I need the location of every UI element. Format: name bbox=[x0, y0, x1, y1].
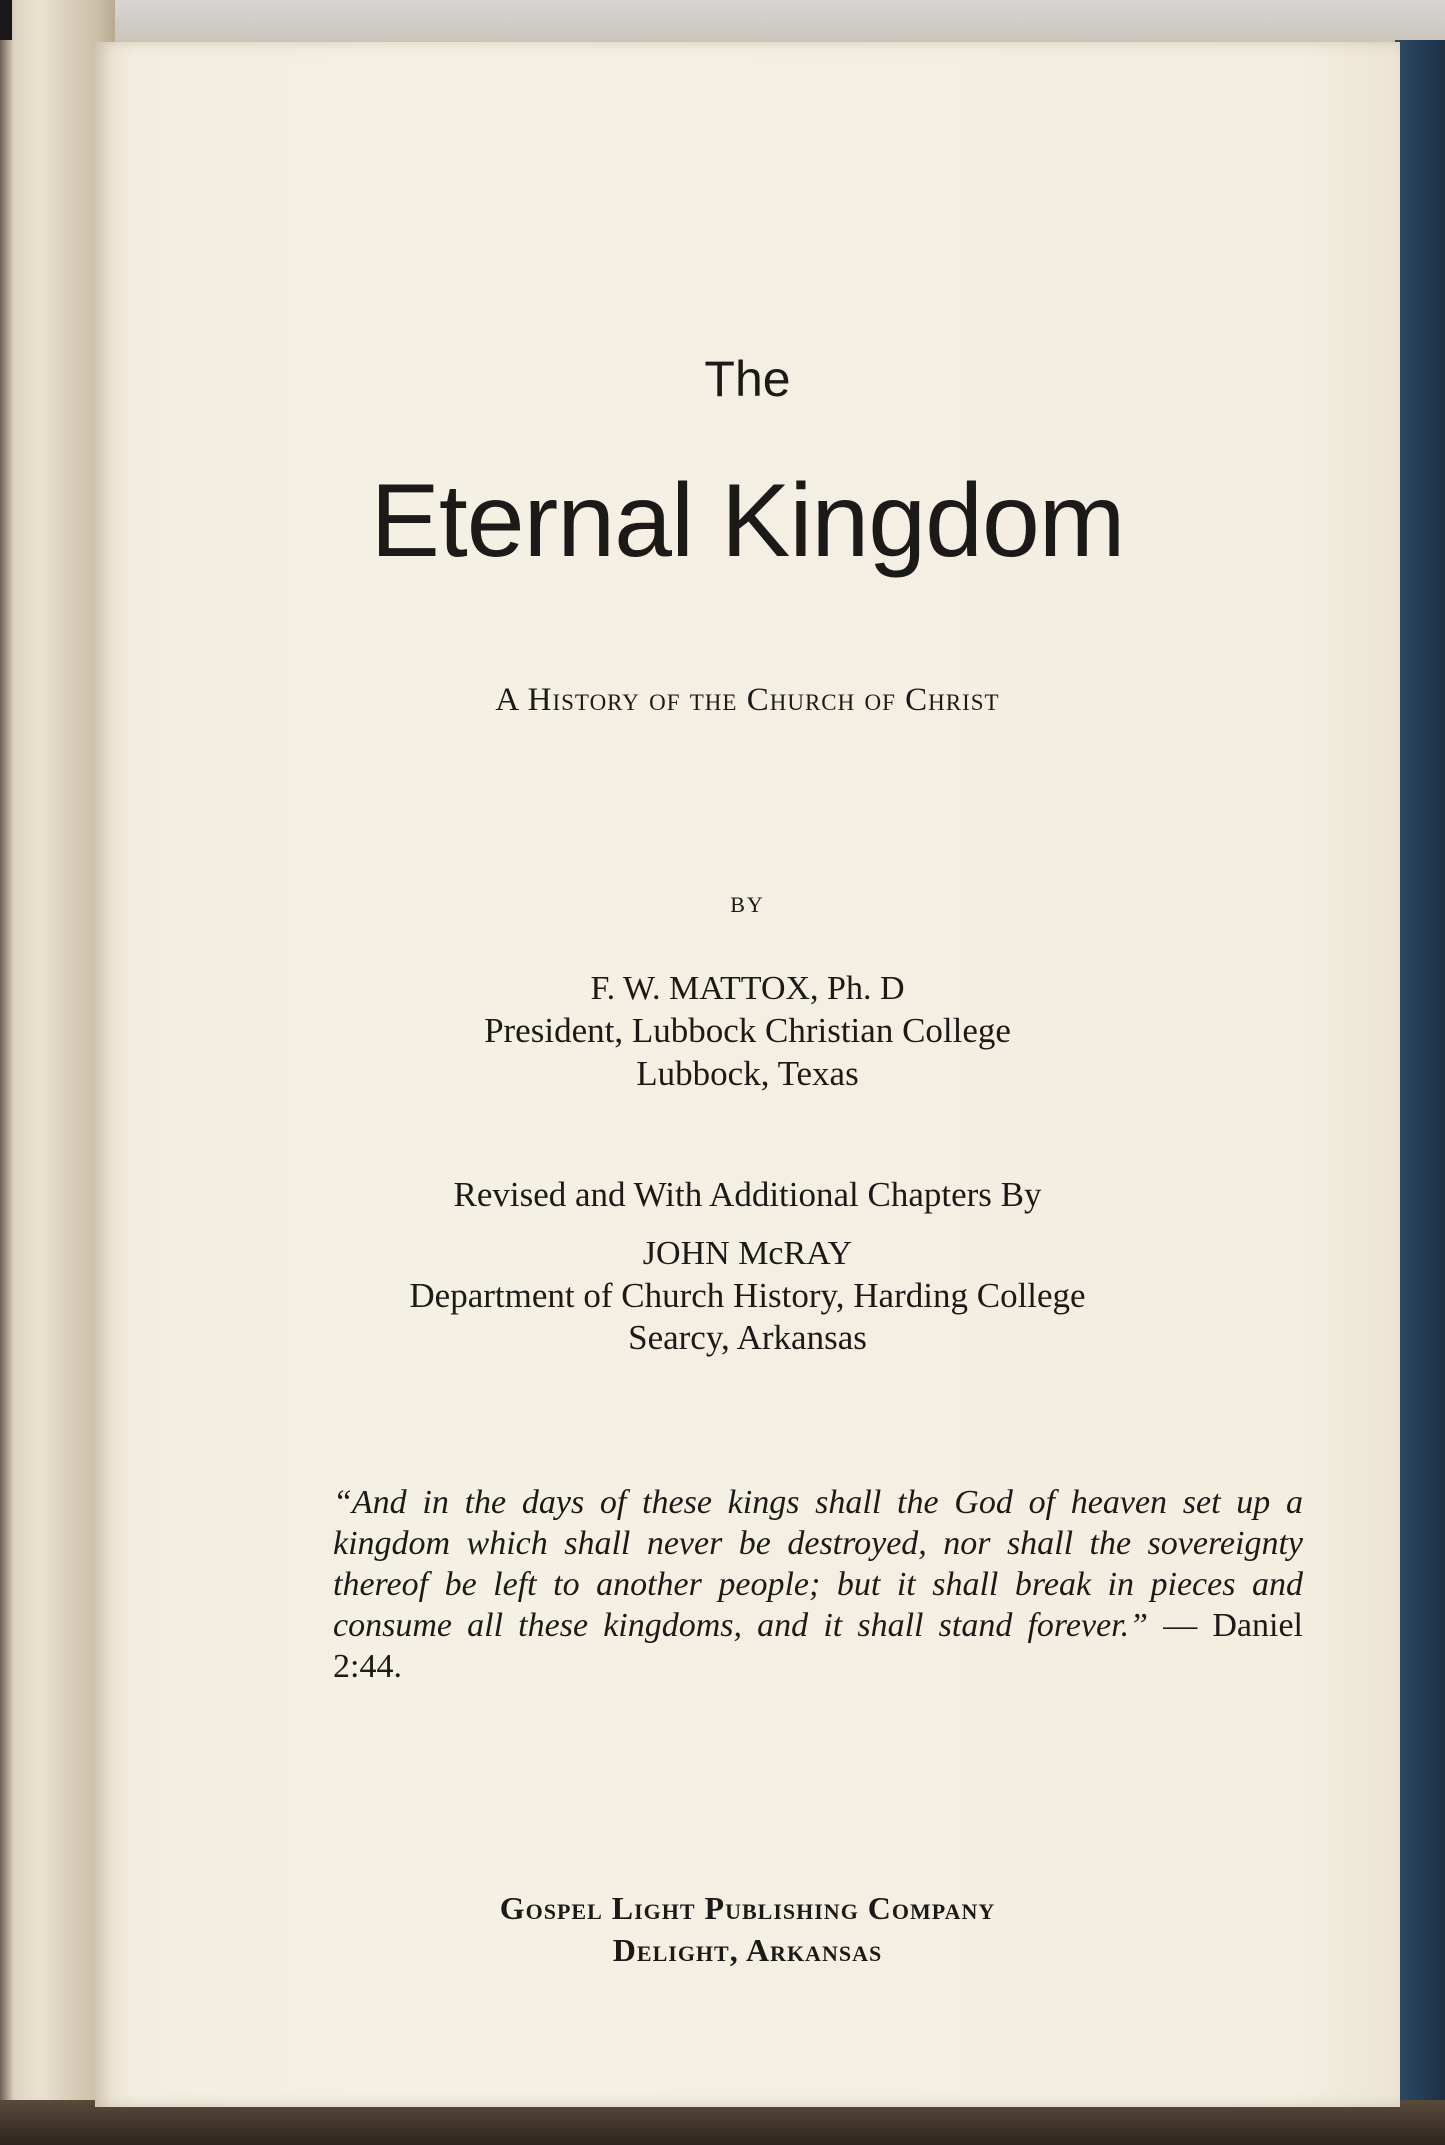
publisher-name: Gospel Light Publishing Company bbox=[499, 1890, 996, 1926]
background-top bbox=[0, 0, 1445, 45]
title-prefix: The bbox=[704, 351, 791, 407]
epigraph bbox=[333, 1482, 1303, 1687]
reviser-name: JOHN McRAY bbox=[642, 1235, 853, 1272]
epigraph-citation: — Daniel 2:44. bbox=[333, 1607, 1303, 1685]
author-title: President, Lubbock Christian College bbox=[484, 1011, 1011, 1050]
author-name: F. W. MATTOX, Ph. D bbox=[590, 970, 905, 1007]
reviser-title: Department of Church History, Harding College bbox=[409, 1276, 1086, 1315]
reviser-location: Searcy, Arkansas bbox=[628, 1318, 867, 1357]
book-title: Eternal Kingdom bbox=[370, 463, 1125, 579]
book-subtitle: A History of the Church of Christ bbox=[495, 682, 1000, 718]
spine-corner bbox=[0, 0, 12, 40]
publisher-location: Delight, Arkansas bbox=[612, 1932, 883, 1968]
author-location: Lubbock, Texas bbox=[636, 1054, 859, 1093]
by-label: BY bbox=[730, 892, 765, 917]
title-page bbox=[95, 42, 1400, 2107]
epigraph-text: “And in the days of these kings shall the God of heaven set up a kingdom which shall never be destroyed, nor shall the sovereignty thereof be left to another people; but it shall break in pieces and consume all these kingdoms, and it shall stand forever.” bbox=[333, 1484, 1303, 1644]
revised-by-label: Revised and With Additional Chapters By bbox=[453, 1175, 1042, 1214]
book-cover-edge bbox=[1395, 40, 1445, 2145]
